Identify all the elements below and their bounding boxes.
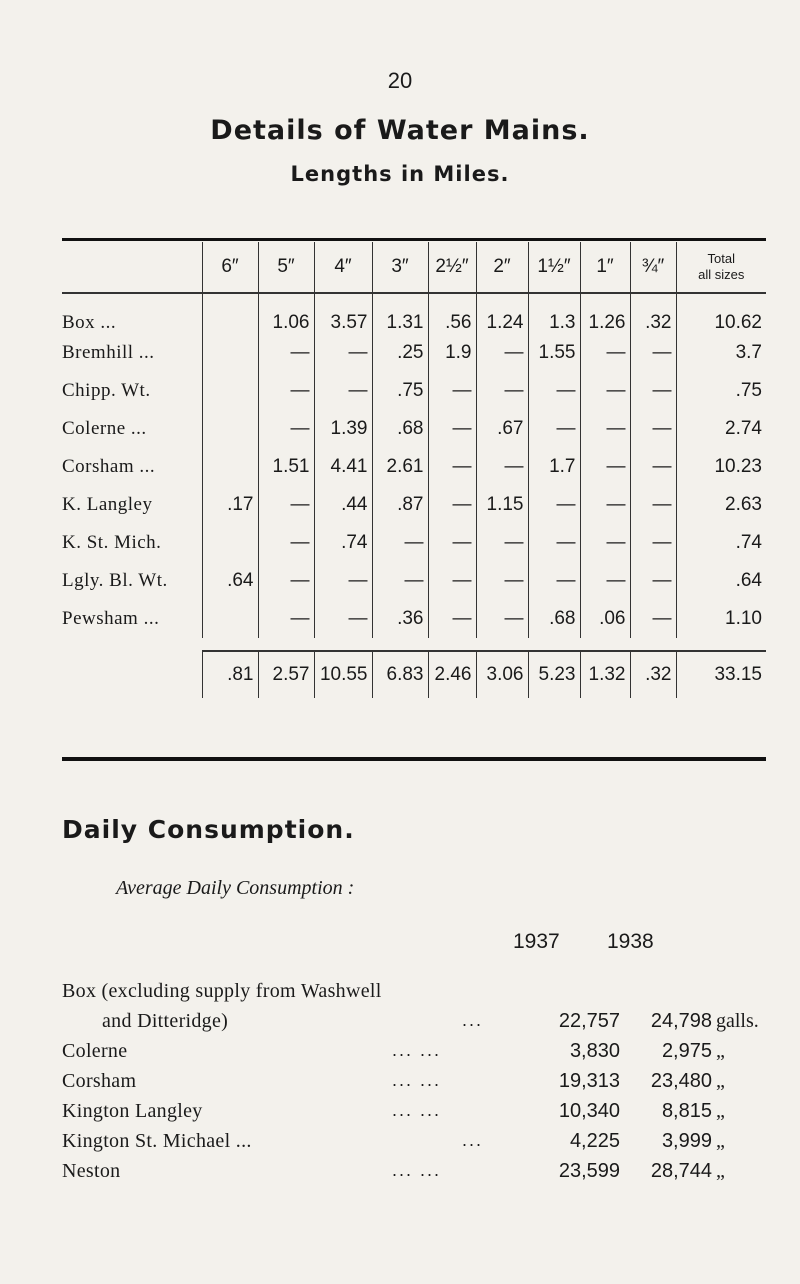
- value-1937: 22,757: [558, 1010, 620, 1032]
- table-cell: —: [528, 562, 580, 600]
- table-cell: 10.23: [676, 448, 766, 486]
- unit-label: galls.: [716, 1010, 759, 1032]
- row-label: Colerne ...: [62, 418, 147, 439]
- value-1937: 19,313: [558, 1070, 620, 1092]
- year-header-1938: 1938: [607, 930, 654, 953]
- consumption-row-note: [62, 980, 782, 1010]
- table-cell: —: [476, 372, 528, 410]
- total-header-line2: all sizes: [698, 267, 745, 282]
- table-cell: —: [580, 448, 630, 486]
- table-cell: 1.31: [372, 293, 428, 334]
- page-number: 20: [387, 68, 413, 93]
- total-cell: 33.15: [676, 651, 766, 698]
- table-cell: —: [258, 410, 314, 448]
- table-cell: —: [630, 524, 676, 562]
- row-label: Chipp. Wt.: [62, 380, 151, 401]
- totals-row: [62, 651, 766, 698]
- table-cell: —: [528, 486, 580, 524]
- table-cell: 2.74: [676, 410, 766, 448]
- column-header: 2½″: [428, 242, 476, 293]
- consumption-row: [62, 1130, 782, 1160]
- table-cell: .36: [372, 600, 428, 638]
- table-cell: [202, 334, 258, 372]
- value-1938: 3,999: [661, 1130, 712, 1152]
- table-cell: —: [428, 524, 476, 562]
- table-cell: .87: [372, 486, 428, 524]
- row-label: Box ...: [62, 312, 117, 333]
- table-cell: —: [528, 372, 580, 410]
- row-label: Corsham ...: [62, 456, 156, 477]
- table-cell: 1.06: [258, 293, 314, 334]
- consumption-row: [62, 1100, 782, 1130]
- consumption-row: [62, 1010, 782, 1040]
- total-cell: 3.06: [476, 651, 528, 698]
- table-cell: —: [372, 562, 428, 600]
- leader-dots: ...: [462, 1130, 484, 1150]
- consumption-row: [62, 1040, 782, 1070]
- table-cell: .44: [314, 486, 372, 524]
- table-cell: —: [428, 562, 476, 600]
- table-cell: .64: [676, 562, 766, 600]
- row-label: K. Langley: [62, 494, 153, 515]
- table-cell: —: [372, 524, 428, 562]
- table-cell: 1.51: [258, 448, 314, 486]
- table-cell: —: [580, 562, 630, 600]
- table-row: [62, 372, 766, 410]
- total-cell: 2.57: [258, 651, 314, 698]
- unit-label: „: [716, 1070, 725, 1092]
- table-cell: —: [630, 486, 676, 524]
- table-cell: .74: [676, 524, 766, 562]
- year-header-1937: 1937: [513, 930, 560, 953]
- row-label: Lgly. Bl. Wt.: [62, 570, 168, 591]
- table-cell: [202, 524, 258, 562]
- table-row: [62, 524, 766, 562]
- total-cell: 1.32: [580, 651, 630, 698]
- column-header: ¾″: [630, 242, 676, 293]
- table-cell: —: [428, 372, 476, 410]
- consumption-name: Neston: [62, 1160, 121, 1182]
- table-bottom-rule: [62, 757, 766, 761]
- table-row: [62, 448, 766, 486]
- table-row: [62, 410, 766, 448]
- table-cell: .06: [580, 600, 630, 638]
- value-1938: 24,798: [650, 1010, 712, 1032]
- value-1937: 10,340: [558, 1100, 620, 1122]
- table-cell: —: [630, 410, 676, 448]
- table-cell: .75: [676, 372, 766, 410]
- table-cell: .74: [314, 524, 372, 562]
- table-cell: —: [580, 524, 630, 562]
- value-1938: 28,744: [650, 1160, 712, 1182]
- table-cell: —: [630, 562, 676, 600]
- consumption-name: Corsham: [62, 1070, 137, 1092]
- table-cell: 2.61: [372, 448, 428, 486]
- unit-label: „: [716, 1130, 725, 1152]
- section-subheading: Average Daily Consumption :: [116, 877, 355, 899]
- table-cell: —: [428, 486, 476, 524]
- spacer-row: [62, 638, 766, 651]
- column-header: 4″: [314, 242, 372, 293]
- table-cell: [202, 410, 258, 448]
- table-cell: —: [630, 372, 676, 410]
- column-header: 5″: [258, 242, 314, 293]
- value-1937: 3,830: [569, 1040, 620, 1062]
- total-cell: 10.55: [314, 651, 372, 698]
- unit-label: „: [716, 1100, 725, 1122]
- table-cell: —: [476, 524, 528, 562]
- value-1938: 23,480: [650, 1070, 712, 1092]
- table-cell: —: [630, 448, 676, 486]
- section-heading: Daily Consumption.: [62, 815, 355, 844]
- table-cell: —: [476, 600, 528, 638]
- table-cell: —: [630, 600, 676, 638]
- table-cell: —: [314, 334, 372, 372]
- table-cell: —: [630, 334, 676, 372]
- value-1937: 23,599: [558, 1160, 620, 1182]
- spacer-cell: [62, 638, 766, 651]
- table-cell: 1.39: [314, 410, 372, 448]
- column-header: 6″: [202, 242, 258, 293]
- table-cell: 1.24: [476, 293, 528, 334]
- table-cell: —: [580, 486, 630, 524]
- row-label: K. St. Mich.: [62, 532, 162, 553]
- table-cell: —: [580, 372, 630, 410]
- column-header-row: [62, 242, 766, 293]
- table-cell: 1.7: [528, 448, 580, 486]
- table-cell: 3.57: [314, 293, 372, 334]
- table-cell: [202, 448, 258, 486]
- table-cell: .75: [372, 372, 428, 410]
- leader-dots: ... ...: [392, 1160, 442, 1180]
- table-cell: —: [528, 410, 580, 448]
- column-header: 2″: [476, 242, 528, 293]
- table-row: [62, 562, 766, 600]
- stub-header: [62, 242, 202, 293]
- page-title: Details of Water Mains.: [210, 115, 590, 146]
- table-cell: —: [428, 410, 476, 448]
- water-mains-table: [62, 242, 766, 698]
- consumption-name: Colerne: [62, 1040, 128, 1062]
- unit-label: „: [716, 1160, 725, 1182]
- value-1938: 2,975: [661, 1040, 712, 1062]
- totals-stub: [62, 651, 202, 698]
- table-cell: 1.3: [528, 293, 580, 334]
- table-cell: —: [528, 524, 580, 562]
- consumption-row: [62, 1070, 782, 1100]
- table-row: [62, 334, 766, 372]
- table-cell: 1.9: [428, 334, 476, 372]
- row-label: Pewsham ...: [62, 608, 160, 629]
- table-cell: —: [258, 562, 314, 600]
- value-1937: 4,225: [569, 1130, 620, 1152]
- table-cell: —: [258, 524, 314, 562]
- table-cell: 1.26: [580, 293, 630, 334]
- table-cell: 2.63: [676, 486, 766, 524]
- table-row: [62, 293, 766, 334]
- leader-dots: ... ...: [392, 1100, 442, 1120]
- consumption-name: Kington St. Michael ...: [62, 1130, 252, 1152]
- table-body: [62, 293, 766, 698]
- table-cell: .68: [372, 410, 428, 448]
- table-cell: 10.62: [676, 293, 766, 334]
- table-cell: —: [258, 600, 314, 638]
- table-cell: —: [314, 372, 372, 410]
- leader-dots: ... ...: [392, 1070, 442, 1090]
- table-cell: —: [476, 334, 528, 372]
- table-row: [62, 600, 766, 638]
- table-cell: 1.10: [676, 600, 766, 638]
- column-header: 3″: [372, 242, 428, 293]
- total-cell: .81: [202, 651, 258, 698]
- table-cell: .32: [630, 293, 676, 334]
- table-cell: .64: [202, 562, 258, 600]
- table-cell: .17: [202, 486, 258, 524]
- table-cell: —: [258, 334, 314, 372]
- total-cell: 2.46: [428, 651, 476, 698]
- column-header: 1½″: [528, 242, 580, 293]
- table-cell: 1.55: [528, 334, 580, 372]
- table-cell: .25: [372, 334, 428, 372]
- consumption-name-line1: Box (excluding supply from Washwell: [62, 980, 382, 1002]
- table-cell: .67: [476, 410, 528, 448]
- table-cell: [202, 372, 258, 410]
- consumption-row: [62, 1160, 782, 1190]
- table-cell: [202, 600, 258, 638]
- total-cell: 6.83: [372, 651, 428, 698]
- table-cell: —: [428, 600, 476, 638]
- table-cell: —: [580, 410, 630, 448]
- total-cell: .32: [630, 651, 676, 698]
- table-cell: 1.15: [476, 486, 528, 524]
- page-subtitle: Lengths in Miles.: [290, 162, 510, 186]
- table-cell: .56: [428, 293, 476, 334]
- unit-label: „: [716, 1040, 725, 1062]
- consumption-name: Kington Langley: [62, 1100, 203, 1122]
- value-1938: 8,815: [661, 1100, 712, 1122]
- leader-dots: ...: [462, 1010, 484, 1030]
- table-row: [62, 486, 766, 524]
- table-cell: .68: [528, 600, 580, 638]
- table-cell: [202, 293, 258, 334]
- column-header: 1″: [580, 242, 630, 293]
- total-column-header: [676, 242, 766, 293]
- table-cell: —: [428, 448, 476, 486]
- leader-dots: ... ...: [392, 1040, 442, 1060]
- row-label: Bremhill ...: [62, 342, 155, 363]
- table-cell: —: [580, 334, 630, 372]
- total-header-line1: Total: [707, 251, 735, 266]
- table-cell: —: [476, 562, 528, 600]
- table-cell: —: [314, 600, 372, 638]
- table-cell: 4.41: [314, 448, 372, 486]
- consumption-name: and Ditteridge): [102, 1010, 229, 1032]
- table-cell: —: [476, 448, 528, 486]
- table-top-rule: [62, 238, 766, 241]
- table-cell: —: [258, 372, 314, 410]
- table-cell: —: [258, 486, 314, 524]
- total-cell: 5.23: [528, 651, 580, 698]
- table-cell: 3.7: [676, 334, 766, 372]
- table-cell: —: [314, 562, 372, 600]
